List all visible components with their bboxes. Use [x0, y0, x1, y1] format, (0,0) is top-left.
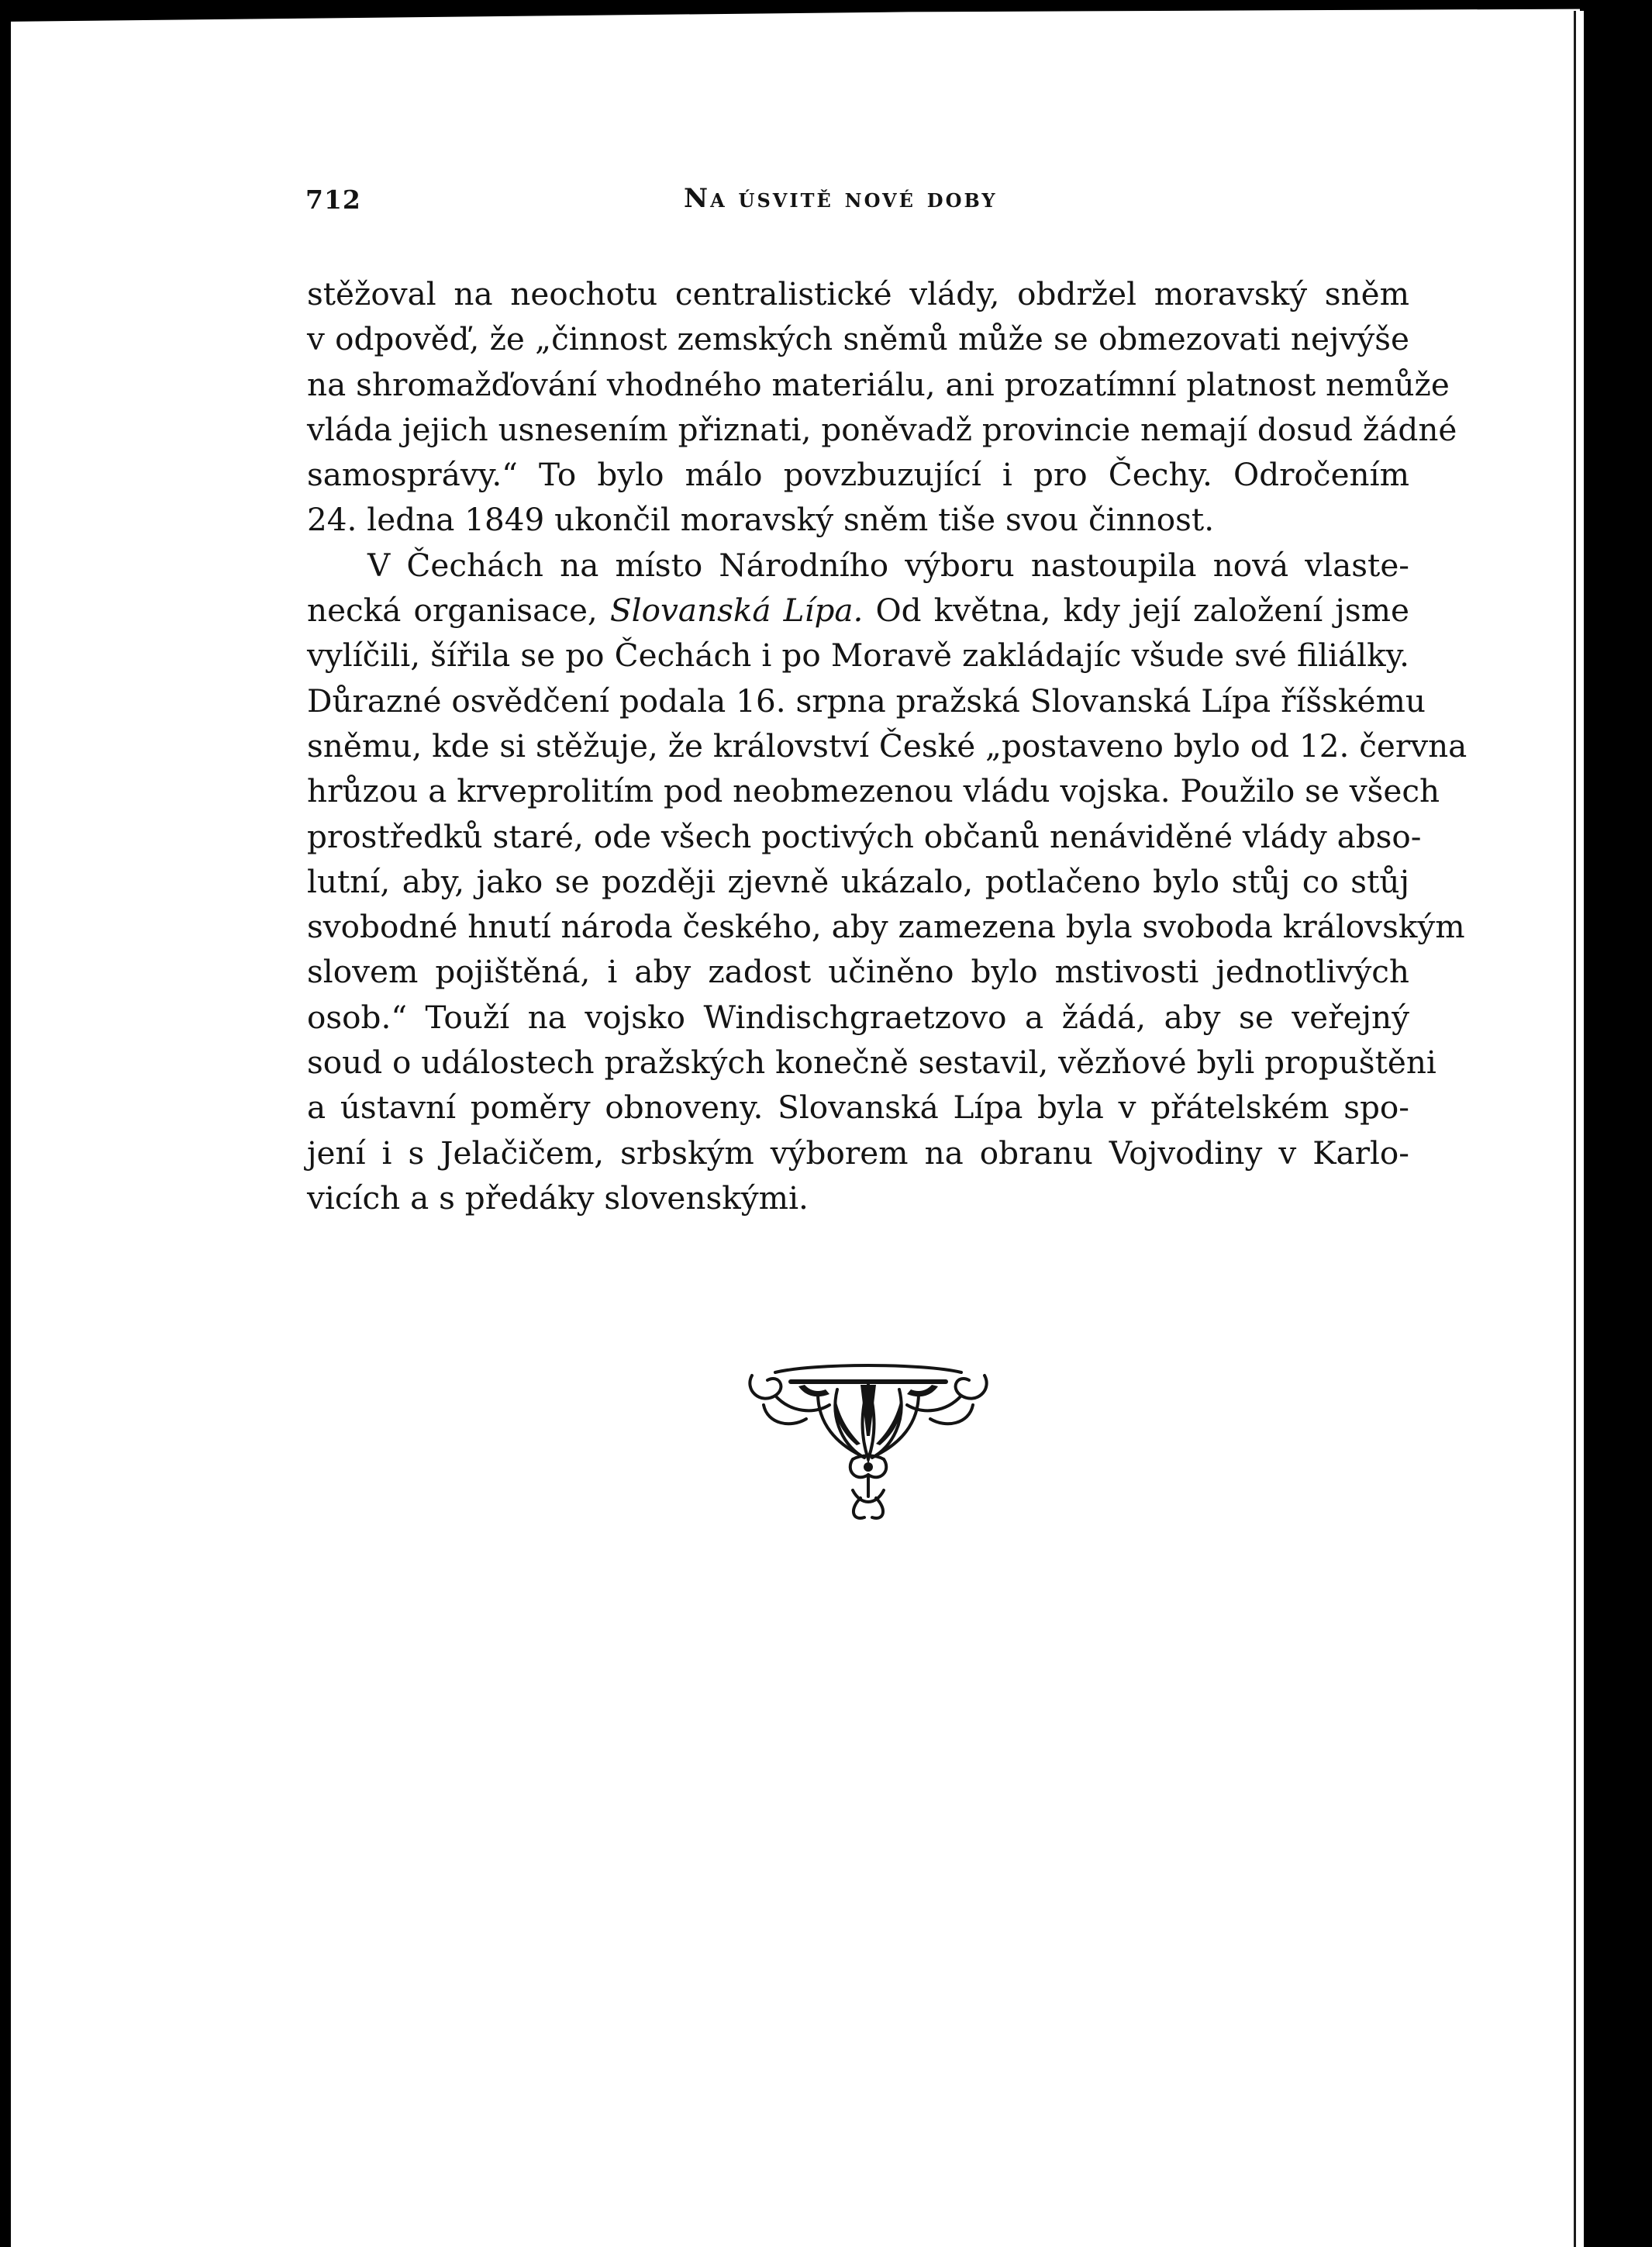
paragraph-1 [307, 271, 1457, 543]
organisation-name-italic: Slovanská Lípa. [609, 592, 864, 630]
text-line: lutní, aby, jako se později zjevně ukázalo, potlačeno bylo stůj co stůj [307, 862, 1409, 900]
text-line: jení i s Jelačičem, srbským výborem na obranu Vojvodiny v Karlo- [307, 1134, 1409, 1172]
text-line: vylíčili, šířila se po Čechách i po Moravě zakládajíc všude své filiálky. [307, 637, 1409, 675]
scanner-border-left [0, 0, 11, 2247]
text-line: sněmu, kde si stěžuje, že království České „postaveno bylo od 12. června [307, 727, 1467, 765]
text-line: soud o událostech pražských konečně sestavil, vězňové byli propuštěni [307, 1044, 1436, 1082]
page-number: 712 [305, 185, 361, 215]
text-line: prostředků staré, ode všech poctivých občanů nenáviděné vlády abso- [307, 817, 1422, 855]
page-edge-right [1574, 11, 1584, 2247]
text-line: osob.“ Touží na vojsko Windischgraetzovo a žádá, aby se veřejný [307, 998, 1409, 1036]
text-line: samosprávy.“ To bylo málo povzbuzující i pro Čechy. Odročením [307, 456, 1409, 494]
text-line: V Čechách na místo Národního výboru nastoupila nová vlaste- [367, 546, 1409, 584]
text-line: 24. ledna 1849 ukončil moravský sněm tiše svou činnost. [307, 501, 1215, 539]
text-line: svobodné hnutí národa českého, aby zamezena byla svoboda královským [307, 908, 1465, 946]
text-line: hrůzou a krveprolitím pod neobmezenou vládu vojska. Použilo se všech [307, 772, 1440, 810]
paragraph-2 [307, 543, 1467, 1220]
text-line: stěžoval na neochotu centralistické vlády, obdržel moravský sněm [307, 275, 1409, 312]
text-line: Důrazné osvědčení podala 16. srpna pražská Slovanská Lípa říšskému [307, 682, 1426, 720]
body-text [307, 271, 1467, 1220]
scanner-border-top [0, 0, 1652, 22]
text-segment: necká organisace, [307, 592, 610, 630]
text-line: vláda jejich usnesením přiznati, poněvadž provincie nemají dosud žádné [307, 410, 1457, 448]
text-line: a ústavní poměry obnoveny. Slovanská Lípa byla v přátelském spo- [307, 1089, 1409, 1127]
text-line [307, 588, 1409, 633]
scanner-border-right [1580, 0, 1652, 2247]
text-line: v odpověď, že „činnost zemských sněmů může se obmezovati nejvýše [307, 320, 1409, 358]
text-line: vicích a s předáky slovenskými. [307, 1179, 809, 1217]
floral-tailpiece-ornament-icon [744, 1358, 992, 1524]
text-line: na shromažďování vhodného materiálu, ani prozatímní platnost nemůže [307, 365, 1450, 403]
text-line: slovem pojištěná, i aby zadost učiněno bylo mstivosti jednotlivých [307, 953, 1409, 991]
text-segment: Od května, kdy její založení jsme [863, 592, 1409, 630]
running-head: Na úsvitě nové doby [684, 183, 998, 214]
